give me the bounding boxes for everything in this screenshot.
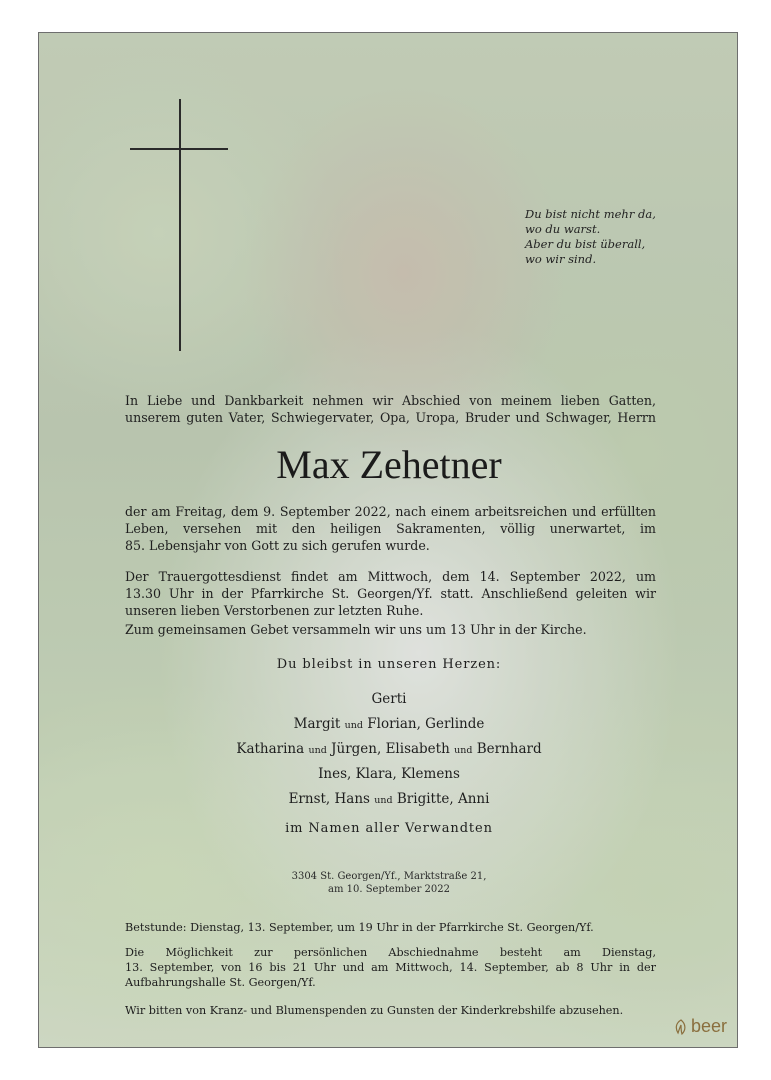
intro-line: unserem guten Vater, Schwiegervater, Opa, Uropa, Bruder und Schwager, Herrn bbox=[125, 410, 656, 425]
mourner-name: Ines, Klara, Klemens bbox=[318, 766, 460, 782]
und-word: und bbox=[374, 795, 393, 806]
deceased-name: Max Zehetner bbox=[276, 442, 502, 487]
prayer-line: Zum gemeinsamen Gebet versammeln wir uns um 13 Uhr in der Kirche. bbox=[125, 622, 587, 637]
farewell-info bbox=[125, 945, 656, 990]
und-word: und bbox=[308, 745, 327, 756]
betstunde-line: Betstunde: Dienstag, 13. September, um 19 Uhr in der Pfarrkirche St. Georgen/Yf. bbox=[125, 921, 594, 934]
death-notice-line: der am Freitag, dem 9. September 2022, nach einem arbeitsreichen und erfüllten bbox=[125, 504, 656, 519]
motto-line: Aber du bist überall, bbox=[525, 237, 646, 251]
motto-quote bbox=[525, 207, 725, 267]
brand-name: beer bbox=[690, 1016, 727, 1036]
motto-line: Du bist nicht mehr da, bbox=[525, 207, 656, 221]
farewell-line: Die Möglichkeit zur persönlichen Abschiednahme besteht am Dienstag, bbox=[125, 946, 656, 959]
mourners-heading: Du bleibst in unseren Herzen: bbox=[276, 657, 502, 672]
mourner-name: Ernst, Hans bbox=[288, 791, 370, 807]
obituary-card bbox=[38, 32, 738, 1048]
brand-logo bbox=[674, 1016, 727, 1037]
mourner-line bbox=[39, 712, 738, 738]
und-word: und bbox=[344, 720, 363, 731]
motto-line: wo du warst. bbox=[525, 222, 601, 236]
address-line: 3304 St. Georgen/Yf., Marktstraße 21, bbox=[291, 871, 487, 882]
mourner-name: Florian, Gerlinde bbox=[367, 716, 485, 732]
mourner-line bbox=[39, 762, 738, 787]
farewell-line: 13. September, von 16 bis 21 Uhr und am Mittwoch, 14. September, ab 8 Uhr in der bbox=[125, 961, 656, 974]
betstunde-info bbox=[125, 920, 656, 935]
funeral-line: unseren lieben Verstorbenen zur letzten Ruhe. bbox=[125, 603, 424, 618]
funeral-info bbox=[125, 568, 656, 619]
und-word: und bbox=[454, 745, 473, 756]
funeral-line: Der Trauergottesdienst findet am Mittwoch, dem 14. September 2022, um bbox=[125, 569, 656, 584]
cross-icon bbox=[179, 99, 181, 351]
funeral-line: 13.30 Uhr in der Pfarrkirche St. Georgen/Yf. statt. Anschließend geleiten wir bbox=[125, 586, 656, 601]
donation-line: Wir bitten von Kranz- und Blumenspenden zu Gunsten der Kinderkrebshilfe abzusehen. bbox=[125, 1004, 624, 1017]
mourner-name: Margit bbox=[293, 716, 341, 732]
motto-line: wo wir sind. bbox=[525, 252, 597, 266]
mourner-line bbox=[39, 687, 738, 712]
death-notice-line: Leben, versehen mit den heiligen Sakramenten, völlig unerwartet, im bbox=[125, 521, 656, 536]
mourner-name: Brigitte, Anni bbox=[396, 791, 490, 807]
prayer-info bbox=[125, 621, 656, 638]
mourner-name: Katharina bbox=[236, 741, 305, 757]
address-date: am 10. September 2022 bbox=[327, 883, 451, 895]
cross-icon-bar bbox=[130, 148, 228, 150]
address-block bbox=[39, 871, 738, 896]
mourner-name: Bernhard bbox=[476, 741, 542, 757]
mourner-name: Gerti bbox=[371, 691, 407, 707]
leaf-icon bbox=[674, 1019, 688, 1035]
mourner-line bbox=[39, 737, 738, 763]
mourner-line bbox=[39, 787, 738, 813]
intro-text bbox=[125, 392, 656, 426]
death-notice-line: 85. Lebensjahr von Gott zu sich gerufen wurde. bbox=[125, 538, 430, 553]
farewell-line: Aufbahrungshalle St. Georgen/Yf. bbox=[125, 976, 316, 989]
intro-line: In Liebe und Dankbarkeit nehmen wir Abschied von meinem lieben Gatten, bbox=[125, 393, 656, 408]
donation-info bbox=[125, 1003, 656, 1018]
mourners-closing: im Namen aller Verwandten bbox=[285, 821, 493, 836]
mourner-name: Jürgen, Elisabeth bbox=[331, 741, 450, 757]
death-notice bbox=[125, 503, 656, 554]
